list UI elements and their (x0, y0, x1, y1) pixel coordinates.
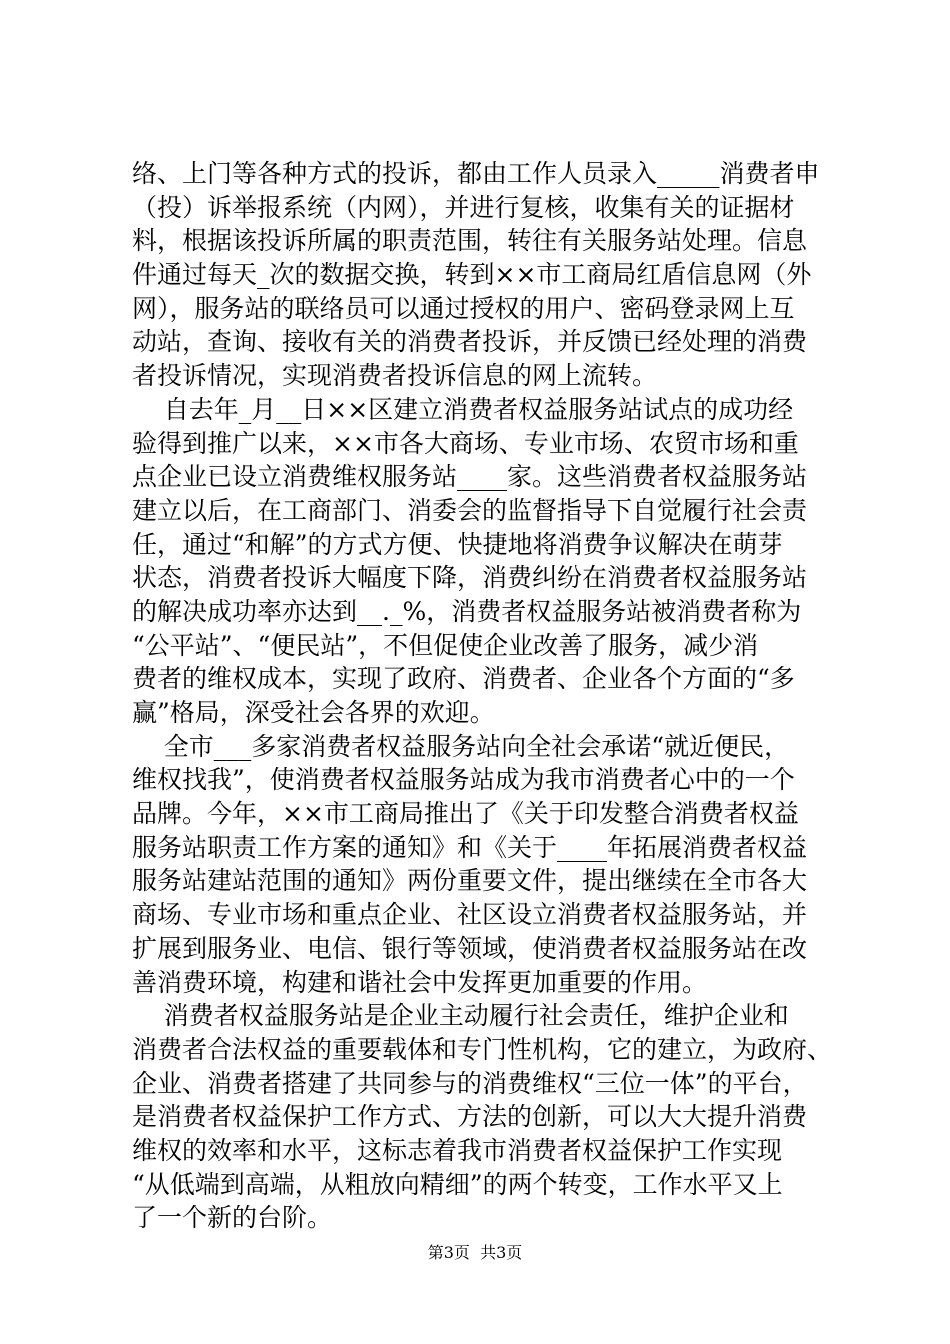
text-line: 品牌。今年，××市工商局推出了《关于印发整合消费者权益 (132, 799, 799, 829)
text-line: 维权找我”，使消费者权益服务站成为我市消费者心中的一个 (132, 765, 795, 795)
text-line: 赢”格局，深受社会各界的欢迎。 (132, 698, 495, 727)
text-line: 企业、消费者搭建了共同参与的消费维权“三位一体”的平台， (132, 1068, 808, 1098)
text-line: 任，通过“和解”的方式方便、快捷地将消费争议解决在萌芽 (132, 529, 783, 559)
text-line: 服务站职责工作方案的通知》和《关于____年拓展消费者权益 (132, 832, 808, 862)
text-line: 料，根据该投诉所属的职责范围，转往有关服务站处理。信息 (132, 226, 808, 256)
text-line: 点企业已设立消费维权服务站____家。这些消费者权益服务站 (132, 462, 808, 492)
text-line: 消费者权益服务站是企业主动履行社会责任，维护企业和 (132, 1001, 789, 1031)
text-line: 的解决成功率亦达到__._%，消费者权益服务站被消费者称为 (132, 596, 802, 626)
text-line: 网），服务站的联络员可以通过授权的用户、密码登录网上互 (132, 293, 795, 323)
text-line: 验得到推广以来，××市各大商场、专业市场、农贸市场和重 (132, 428, 799, 458)
text-line: 是消费者权益保护工作方式、方法的创新，可以大大提升消费 (132, 1102, 808, 1132)
text-line: 建立以后，在工商部门、消委会的监督指导下自觉履行社会责 (132, 495, 808, 525)
text-line: 动站，查询、接收有关的消费者投诉，并反馈已经处理的消费 (132, 327, 808, 357)
text-line: 者投诉情况，实现消费者投诉信息的网上流转。 (132, 361, 658, 391)
text-line: 商场、专业市场和重点企业、社区设立消费者权益服务站，并 (132, 900, 808, 930)
text-line: 件通过每天_次的数据交换，转到××市工商局红盾信息网（外 (132, 260, 812, 290)
text-line: 维权的效率和水平，这标志着我市消费者权益保护工作实现 (132, 1135, 783, 1165)
page-number-footer: 第3页 共3页 (427, 1243, 523, 1262)
body-text (132, 157, 832, 1235)
text-line: （投）诉举报系统（内网），并进行复核，收集有关的证据材 (132, 192, 795, 222)
text-line: 络、上门等各种方式的投诉，都由工作人员录入_____消费者申 (132, 159, 820, 188)
text-line: “公平站”、“便民站”，不但促使企业改善了服务，减少消 (132, 630, 759, 660)
text-line: 状态，消费者投诉大幅度下降，消费纠纷在消费者权益服务站 (132, 563, 808, 593)
text-line: 了一个新的台阶。 (132, 1203, 333, 1233)
text-line: 费者的维权成本，实现了政府、消费者、企业各个方面的“多 (132, 664, 795, 694)
text-line: 自去年_月__日××区建立消费者权益服务站试点的成功经 (132, 394, 794, 424)
text-line: 全市___多家消费者权益服务站向全社会承诺“就近便民， (132, 731, 790, 761)
text-line: 消费者合法权益的重要载体和专门性机构，它的建立，为政府、 (132, 1034, 833, 1064)
text-line: 扩展到服务业、电信、银行等领域，使消费者权益服务站在改 (132, 933, 808, 963)
text-line: 服务站建站范围的通知》两份重要文件，提出继续在全市各大 (132, 866, 808, 896)
text-line: “从低端到高端，从粗放向精细”的两个转变，工作水平又上 (132, 1169, 783, 1199)
text-line: 善消费环境，构建和谐社会中发挥更加重要的作用。 (132, 967, 708, 997)
